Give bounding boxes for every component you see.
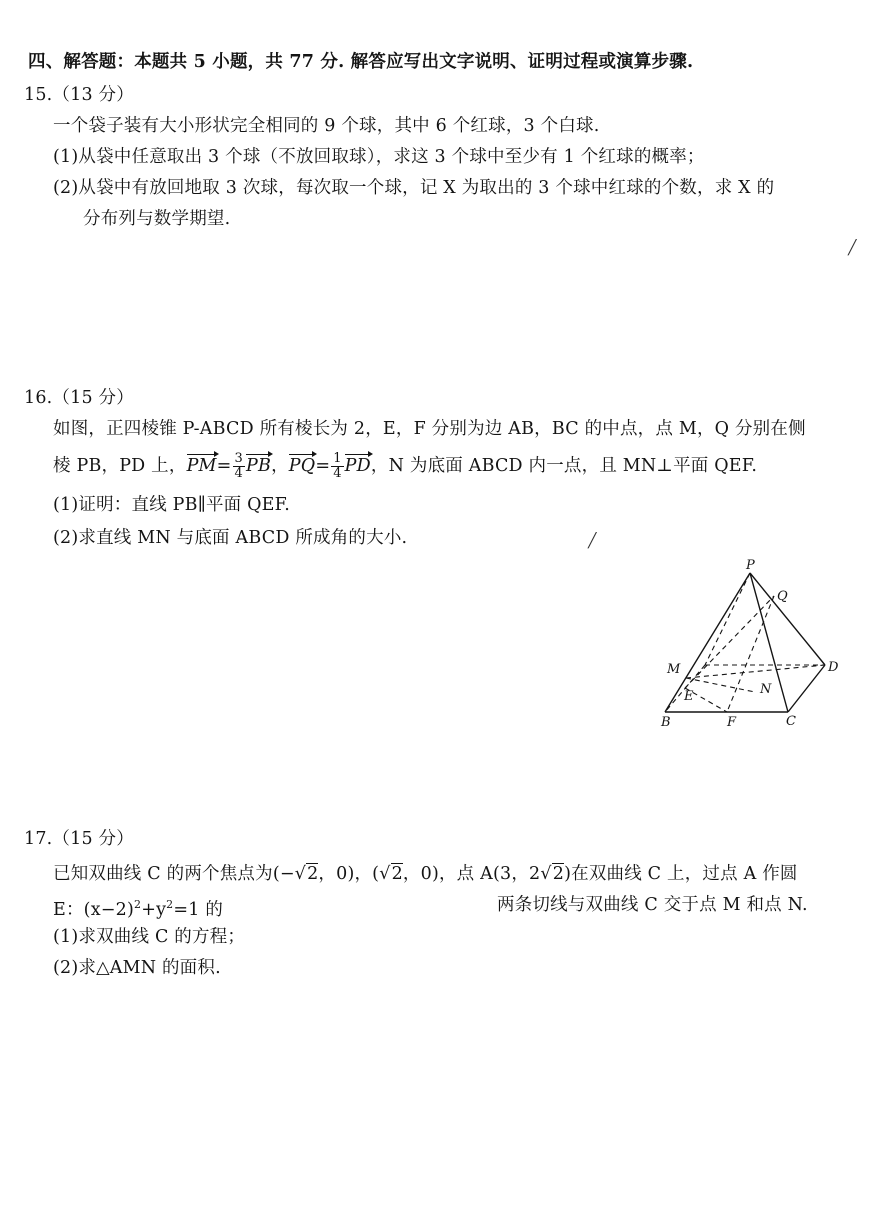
scan-mark: ╱ xyxy=(588,533,597,549)
q17-number: 17.（15 分） xyxy=(24,829,134,849)
section-header: 四、解答题：本题共 5 小题，共 77 分. 解答应写出文字说明、证明过程或演算步骤. xyxy=(28,52,694,72)
fraction-denominator: 4 xyxy=(234,466,244,481)
q17-line2-left xyxy=(53,894,223,921)
exponent: 2 xyxy=(134,898,142,911)
q16-line2 xyxy=(53,452,757,481)
q16-number: 16.（15 分） xyxy=(24,388,134,408)
segment-md xyxy=(686,665,825,678)
q17-line1-b: ，0)，( xyxy=(318,864,380,884)
segment-mn xyxy=(686,678,755,692)
sqrt-radicand: 2 xyxy=(391,864,403,884)
label-p: P xyxy=(746,558,755,573)
pyramid-figure xyxy=(655,555,845,730)
q17-part1: (1)求双曲线 C 的方程； xyxy=(53,927,246,947)
q17-line1 xyxy=(53,863,798,885)
label-e: E xyxy=(684,689,694,704)
fraction-3-4 xyxy=(233,452,245,481)
q16-line2-post: ，N 为底面 ABCD 内一点，且 MN⊥平面 QEF. xyxy=(370,456,758,476)
fraction-numerator: 1 xyxy=(333,451,342,466)
q16-part2: (2)求直线 MN 与底面 ABCD 所成角的大小. xyxy=(53,528,408,548)
q15-number: 15.（13 分） xyxy=(24,85,134,105)
sqrt-icon: √ xyxy=(540,864,552,884)
sqrt-radicand: 2 xyxy=(552,864,565,884)
q17-part2: (2)求△AMN 的面积. xyxy=(53,958,221,978)
q16-part1: (1)证明：直线 PB∥平面 QEF. xyxy=(53,495,291,515)
sqrt-radicand: 2 xyxy=(307,864,319,884)
sqrt-icon: √ xyxy=(379,864,391,884)
q15-part2-line2: 分布列与数学期望. xyxy=(83,209,231,229)
edge-pb xyxy=(665,573,750,712)
scan-mark: ╱ xyxy=(848,240,857,256)
label-m: M xyxy=(667,662,681,677)
q17-line1-d: )在双曲线 C 上，过点 A 作圆 xyxy=(564,864,798,884)
vector-pq: PQ xyxy=(288,456,316,476)
q17-line2-b: +y xyxy=(141,899,167,920)
label-c: C xyxy=(786,714,796,729)
sqrt-icon: √ xyxy=(294,864,307,884)
edge-cd xyxy=(788,665,825,712)
exponent: 2 xyxy=(166,898,174,911)
label-b: B xyxy=(661,715,671,730)
q17-line2-c: =1 的 xyxy=(173,899,224,920)
vector-pd: PD xyxy=(344,456,371,476)
q15-part2-line1: (2)从袋中有放回地取 3 次球，每次取一个球，记 X 为取出的 3 个球中红球的个数，求 X 的 xyxy=(53,178,775,198)
label-n: N xyxy=(760,682,772,697)
vector-pb: PB xyxy=(246,456,272,476)
q15-part1: (1)从袋中任意取出 3 个球（不放回取球），求这 3 个球中至少有 1 个红球的概率； xyxy=(53,147,705,167)
edge-pa-hidden xyxy=(705,573,750,665)
segment-eq xyxy=(685,596,774,688)
q17-line2-a: E：(x−2) xyxy=(53,899,134,920)
label-d: D xyxy=(828,660,839,675)
fraction-numerator: 3 xyxy=(234,451,244,466)
fraction-denominator: 4 xyxy=(333,466,342,481)
q16-eq1: = xyxy=(216,456,232,476)
q16-comma: ， xyxy=(271,456,289,476)
q16-line2-pre: 棱 PB，PD 上， xyxy=(53,456,187,476)
label-f: F xyxy=(727,715,737,730)
q16-line1: 如图，正四棱锥 P-ABCD 所有棱长为 2，E，F 分别为边 AB，BC 的中点，点 M，Q 分别在侧 xyxy=(53,419,806,439)
q17-line1-a: 已知双曲线 C 的两个焦点为(− xyxy=(53,864,295,884)
q17-line2-right: 两条切线与双曲线 C 交于点 M 和点 N. xyxy=(497,895,808,915)
label-q: Q xyxy=(777,589,788,604)
q16-eq2: = xyxy=(315,456,331,476)
edge-pd xyxy=(750,573,825,665)
vector-pm: PM xyxy=(186,456,217,476)
q17-line1-c: ，0)，点 A(3，2 xyxy=(402,864,541,884)
q15-intro: 一个袋子装有大小形状完全相同的 9 个球，其中 6 个红球，3 个白球. xyxy=(53,116,600,136)
fraction-1-4 xyxy=(331,452,343,481)
